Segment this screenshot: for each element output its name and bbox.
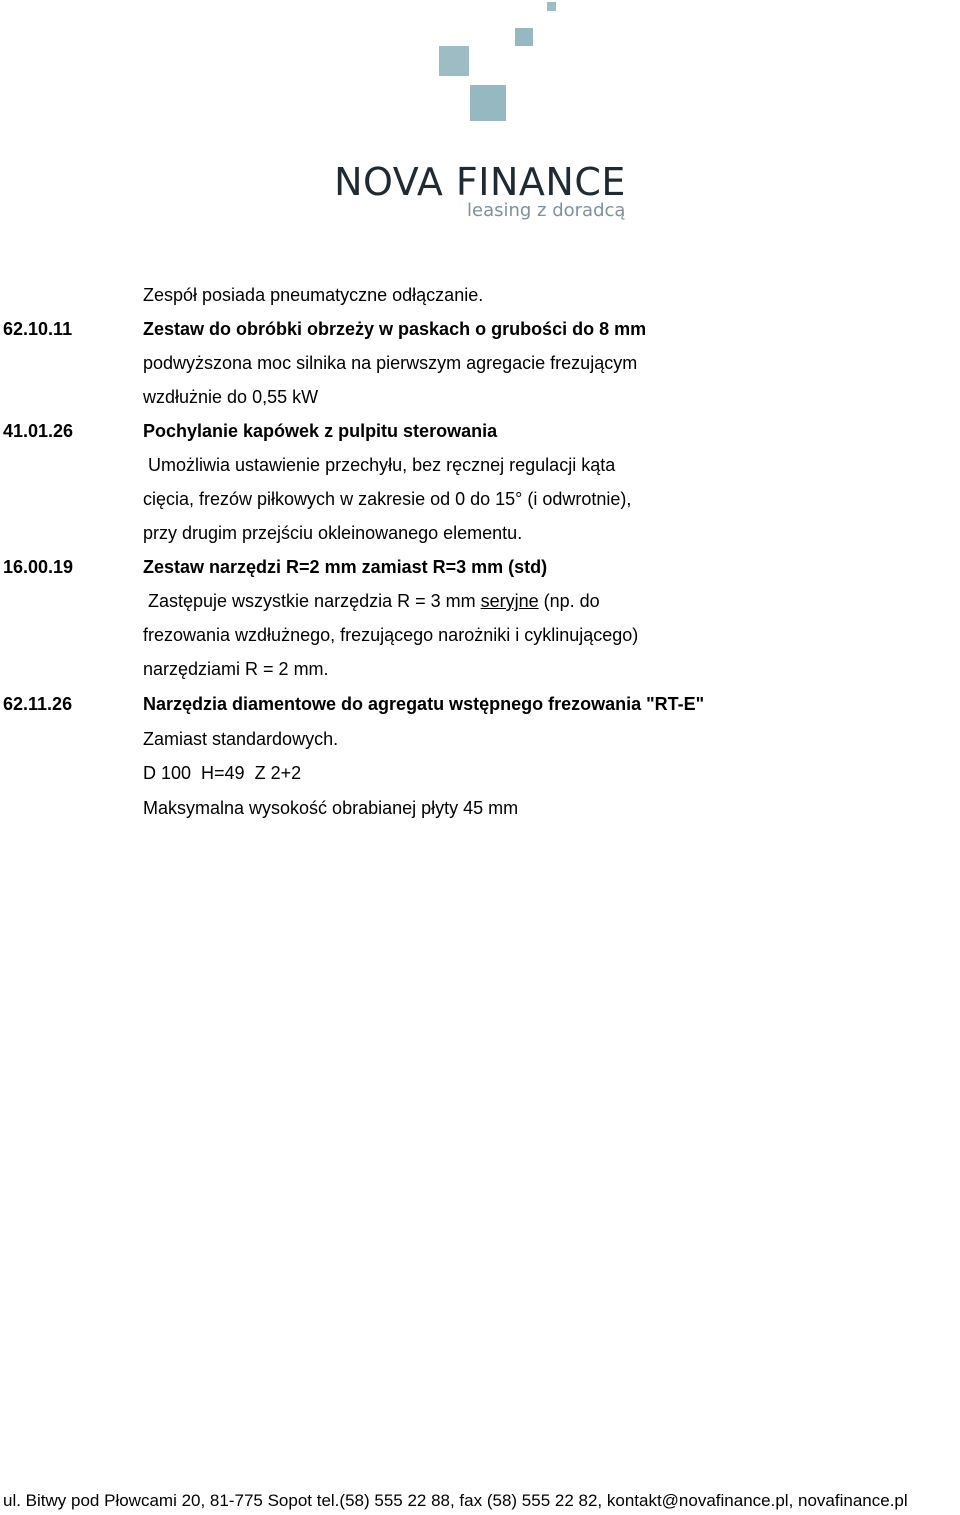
item-code: 62.11.26 <box>3 694 73 714</box>
brand-name: NOVA FINANCE <box>334 160 626 204</box>
spec-line <box>0 724 960 754</box>
item-code: 62.10.11 <box>3 319 73 339</box>
company-logo <box>0 0 960 240</box>
spec-item-heading <box>0 314 960 344</box>
line-text: Maksymalna wysokość obrabianej płyty 45 mm <box>143 798 519 818</box>
line-text: narzędziami R = 2 mm. <box>143 659 329 679</box>
line-text-pre: Zastępuje wszystkie narzędzia R = 3 mm <box>143 591 481 611</box>
line-text-post: (np. do <box>538 591 600 611</box>
spec-line <box>0 793 960 823</box>
line-text <box>143 586 600 616</box>
spec-item-heading <box>0 416 960 446</box>
line-text: Zamiast standardowych. <box>143 729 339 749</box>
spec-line <box>0 280 960 310</box>
footer-contact: ul. Bitwy pod Płowcami 20, 81-775 Sopot tel.(58) 555 22 88, fax (58) 555 22 82, kontakt@novafinance.pl, novafinance.pl <box>3 1491 908 1510</box>
spec-line <box>0 654 960 684</box>
spec-line <box>0 586 960 616</box>
line-text: cięcia, frezów piłkowych w zakresie od 0 do 15° (i odwrotnie), <box>143 489 632 509</box>
underlined-word: seryjne <box>480 591 539 611</box>
item-title: Narzędzia diamentowe do agregatu wstępnego frezowania "RT-E" <box>143 694 705 714</box>
spec-line <box>0 450 960 480</box>
line-text: wzdłużnie do 0,55 kW <box>143 387 319 407</box>
item-title: Zestaw do obróbki obrzeży w paskach o grubości do 8 mm <box>143 319 647 339</box>
spec-line <box>0 518 960 548</box>
line-text: Umożliwia ustawienie przechyłu, bez ręcznej regulacji kąta <box>143 455 616 475</box>
logo-square-large <box>439 46 469 76</box>
brand-tagline: leasing z doradcą <box>467 200 626 221</box>
item-title: Zestaw narzędzi R=2 mm zamiast R=3 mm (std) <box>143 557 548 577</box>
logo-square-small <box>515 28 533 46</box>
spec-line <box>0 758 960 788</box>
line-text: D 100 H=49 Z 2+2 <box>143 763 302 783</box>
item-title: Pochylanie kapówek z pulpitu sterowania <box>143 421 498 441</box>
logo-square-medium <box>470 85 506 121</box>
line-text: Zespół posiada pneumatyczne odłączanie. <box>143 285 484 305</box>
logo-square-tiny <box>547 2 556 11</box>
spec-line <box>0 484 960 514</box>
line-text: przy drugim przejściu okleinowanego elementu. <box>143 523 523 543</box>
item-code: 16.00.19 <box>3 557 74 577</box>
spec-item-heading <box>0 552 960 582</box>
line-text: podwyższona moc silnika na pierwszym agregacie frezującym <box>143 353 638 373</box>
spec-line <box>0 348 960 378</box>
line-text: frezowania wzdłużnego, frezującego narożniki i cyklinującego) <box>143 625 639 645</box>
item-code: 41.01.26 <box>3 421 74 441</box>
spec-line <box>0 382 960 412</box>
spec-item-heading <box>0 689 960 719</box>
spec-line <box>0 620 960 650</box>
